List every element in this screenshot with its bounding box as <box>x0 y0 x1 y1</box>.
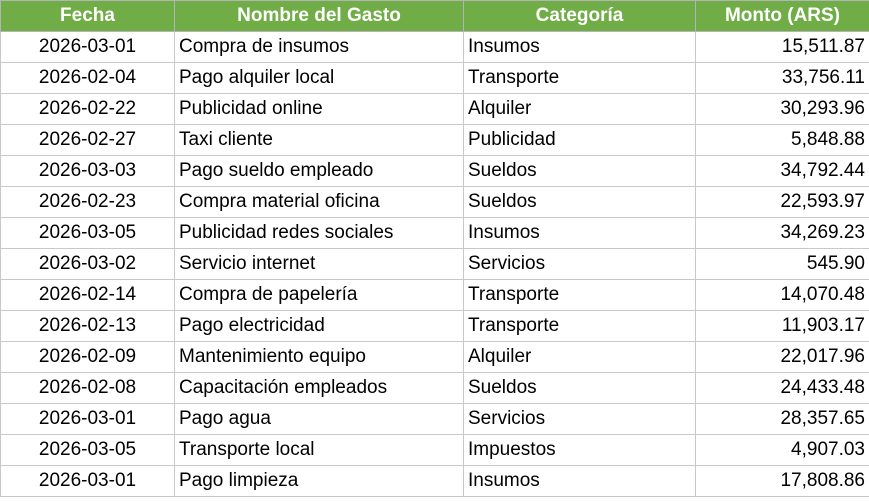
cell-category[interactable]: Transporte <box>464 311 696 342</box>
table-row <box>1 125 869 156</box>
table-row <box>1 466 869 497</box>
table-row <box>1 342 869 373</box>
table-body <box>1 32 869 497</box>
cell-expense-name[interactable]: Transporte local <box>175 435 464 466</box>
table-row <box>1 311 869 342</box>
cell-date[interactable]: 2026-02-08 <box>1 373 175 404</box>
table-row <box>1 156 869 187</box>
cell-amount[interactable]: 5,848.88 <box>696 125 869 156</box>
cell-amount[interactable]: 22,593.97 <box>696 187 869 218</box>
cell-expense-name[interactable]: Taxi cliente <box>175 125 464 156</box>
cell-category[interactable]: Servicios <box>464 249 696 280</box>
table-row <box>1 249 869 280</box>
cell-category[interactable]: Transporte <box>464 280 696 311</box>
cell-category[interactable]: Sueldos <box>464 187 696 218</box>
cell-expense-name[interactable]: Publicidad online <box>175 94 464 125</box>
header-category[interactable]: Categoría <box>464 1 696 32</box>
cell-amount[interactable]: 34,792.44 <box>696 156 869 187</box>
cell-date[interactable]: 2026-03-01 <box>1 404 175 435</box>
cell-amount[interactable]: 28,357.65 <box>696 404 869 435</box>
cell-category[interactable]: Insumos <box>464 466 696 497</box>
cell-category[interactable]: Sueldos <box>464 373 696 404</box>
table-row <box>1 94 869 125</box>
cell-amount[interactable]: 17,808.86 <box>696 466 869 497</box>
cell-expense-name[interactable]: Compra material oficina <box>175 187 464 218</box>
cell-expense-name[interactable]: Pago limpieza <box>175 466 464 497</box>
cell-date[interactable]: 2026-03-01 <box>1 32 175 63</box>
cell-date[interactable]: 2026-02-14 <box>1 280 175 311</box>
cell-date[interactable]: 2026-02-27 <box>1 125 175 156</box>
table-row <box>1 404 869 435</box>
cell-amount[interactable]: 24,433.48 <box>696 373 869 404</box>
cell-expense-name[interactable]: Publicidad redes sociales <box>175 218 464 249</box>
table-row <box>1 373 869 404</box>
cell-category[interactable]: Servicios <box>464 404 696 435</box>
cell-expense-name[interactable]: Servicio internet <box>175 249 464 280</box>
cell-expense-name[interactable]: Mantenimiento equipo <box>175 342 464 373</box>
cell-date[interactable]: 2026-02-04 <box>1 63 175 94</box>
cell-expense-name[interactable]: Compra de insumos <box>175 32 464 63</box>
header-date[interactable]: Fecha <box>1 1 175 32</box>
table-row <box>1 32 869 63</box>
header-row <box>1 1 869 32</box>
cell-date[interactable]: 2026-03-05 <box>1 218 175 249</box>
table-header <box>1 1 869 32</box>
cell-date[interactable]: 2026-02-23 <box>1 187 175 218</box>
cell-amount[interactable]: 15,511.87 <box>696 32 869 63</box>
cell-date[interactable]: 2026-03-01 <box>1 466 175 497</box>
cell-amount[interactable]: 11,903.17 <box>696 311 869 342</box>
cell-category[interactable]: Alquiler <box>464 94 696 125</box>
cell-date[interactable]: 2026-03-05 <box>1 435 175 466</box>
cell-date[interactable]: 2026-02-22 <box>1 94 175 125</box>
cell-expense-name[interactable]: Compra de papelería <box>175 280 464 311</box>
cell-category[interactable]: Insumos <box>464 218 696 249</box>
cell-category[interactable]: Insumos <box>464 32 696 63</box>
cell-amount[interactable]: 33,756.11 <box>696 63 869 94</box>
cell-amount[interactable]: 30,293.96 <box>696 94 869 125</box>
table-row <box>1 218 869 249</box>
cell-category[interactable]: Impuestos <box>464 435 696 466</box>
cell-amount[interactable]: 34,269.23 <box>696 218 869 249</box>
cell-amount[interactable]: 22,017.96 <box>696 342 869 373</box>
cell-expense-name[interactable]: Pago agua <box>175 404 464 435</box>
header-expense-name[interactable]: Nombre del Gasto <box>175 1 464 32</box>
cell-amount[interactable]: 14,070.48 <box>696 280 869 311</box>
cell-expense-name[interactable]: Capacitación empleados <box>175 373 464 404</box>
cell-expense-name[interactable]: Pago electricidad <box>175 311 464 342</box>
table-row <box>1 63 869 94</box>
cell-category[interactable]: Publicidad <box>464 125 696 156</box>
cell-date[interactable]: 2026-02-13 <box>1 311 175 342</box>
cell-category[interactable]: Transporte <box>464 63 696 94</box>
cell-expense-name[interactable]: Pago sueldo empleado <box>175 156 464 187</box>
header-amount[interactable]: Monto (ARS) <box>696 1 869 32</box>
cell-amount[interactable]: 4,907.03 <box>696 435 869 466</box>
cell-expense-name[interactable]: Pago alquiler local <box>175 63 464 94</box>
cell-date[interactable]: 2026-03-02 <box>1 249 175 280</box>
cell-category[interactable]: Sueldos <box>464 156 696 187</box>
cell-date[interactable]: 2026-03-03 <box>1 156 175 187</box>
table-row <box>1 280 869 311</box>
table-row <box>1 435 869 466</box>
cell-amount[interactable]: 545.90 <box>696 249 869 280</box>
cell-date[interactable]: 2026-02-09 <box>1 342 175 373</box>
cell-category[interactable]: Alquiler <box>464 342 696 373</box>
table-row <box>1 187 869 218</box>
